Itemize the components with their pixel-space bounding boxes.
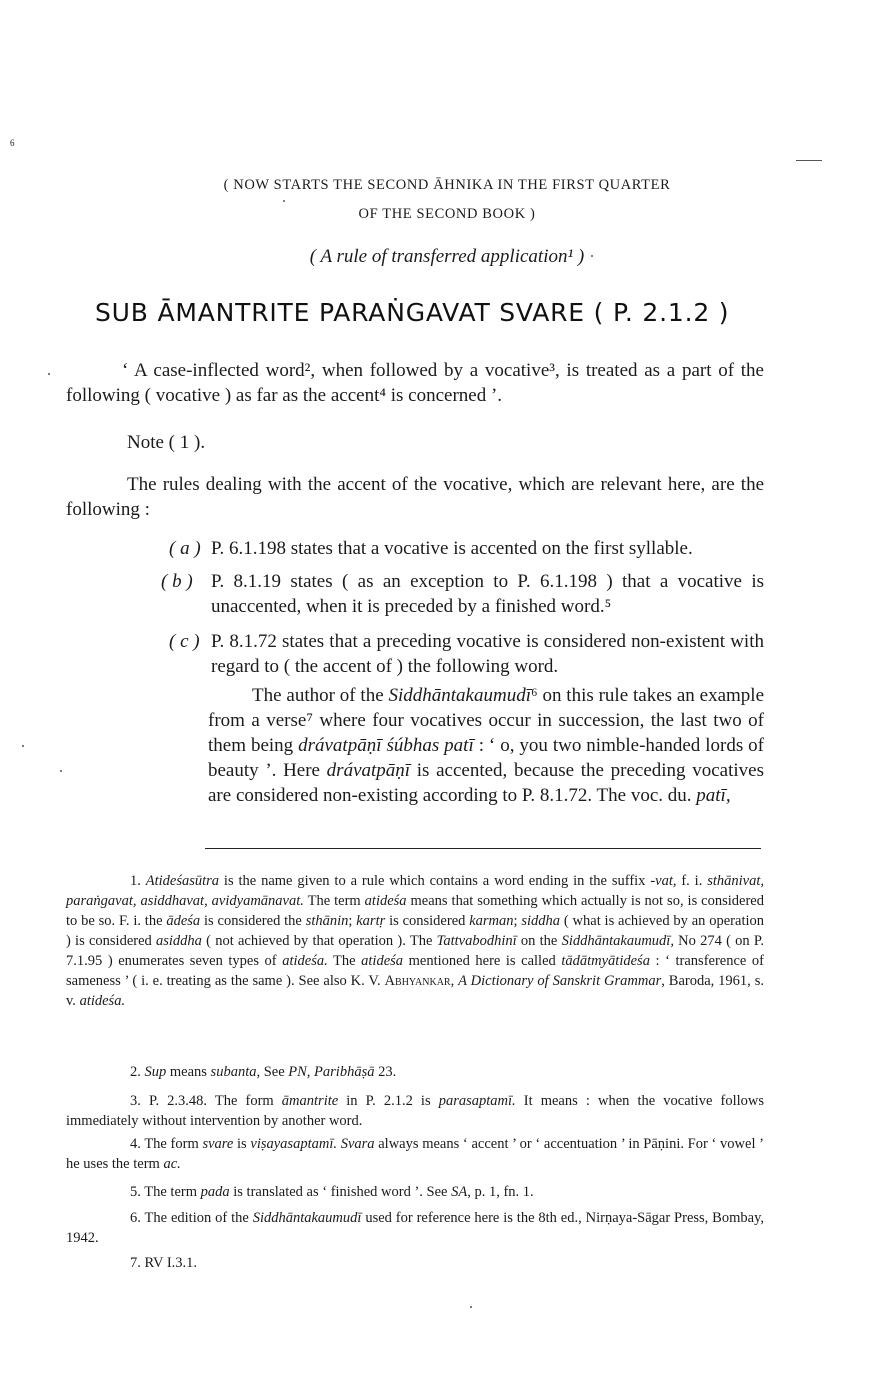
footnote-2: 2. Sup means subanta, See PN, Paribhāṣā 23. — [130, 1064, 397, 1080]
vocative-pati: patī, — [696, 785, 731, 806]
scan-speck — [470, 1306, 472, 1308]
translation-paragraph: ‘ A case-inflected word², when followed by a vocative³, is treated as a part of the following ( vocative ) as far as the accent⁴ is concerned ’. — [66, 360, 764, 406]
footnote-6: 6. The edition of the Siddhāntakaumudī used for reference here is the 8th ed., Nirṇaya-Sāgar Press, Bombay, 1942. — [66, 1210, 765, 1246]
footnote-1: 1. Atideśasūtra is the name given to a rule which contains a word ending in the suffix -vat, f. i. sthānivat, paraṅgavat, asiddhavat, avidyamānavat. The term atideśa means that something which actually is not so, is considered to be so. F. i. the ādeśa is considered the sthānin; kartṛ is considered karman; siddha ( what is achieved by an operation ) is considered asiddha ( not achieved by that operation ). The Tattvabodhinī on the Siddhāntakaumudī, No 274 ( on P. 7.1.95 ) enumerates seven types of atideśa. The atideśa mentioned here is called tādātmyātideśa : ‘ transference of sameness ’ ( i. e. treating as the same ). See also K. V. Abhyankar, A Dictionary of Sanskrit Grammar, Baroda, 1961, s. v. atideśa. — [66, 873, 765, 1009]
rule-title: SUB ĀMANTRITE PARAṄGAVAT SVARE ( P. 2.1.2 ) — [95, 298, 730, 327]
footnote-5: 5. The term pada is translated as ‘ finished word ’. See SA, p. 1, fn. 1. — [130, 1184, 534, 1200]
rule-label-a: ( a ) — [169, 538, 201, 559]
scan-speck — [60, 770, 62, 772]
scan-speck — [283, 200, 285, 202]
footnote-3: 3. P. 2.3.48. The form āmantrite in P. 2.1.2 is parasaptamī. It means : when the vocative follows immediately without intervention by another word. — [66, 1093, 764, 1129]
rule-item-b: P. 8.1.19 states ( as an exception to P. 6.1.198 ) that a vocative is unaccented, when it is preceded by a finished word.⁵ — [211, 571, 764, 617]
footnote-4: 4. The form svare is viṣayasaptamī. Svara always means ‘ accent ’ or ‘ accentuation ’ in Pāṇini. For ‘ vowel ’ he uses the term ac. — [66, 1136, 765, 1172]
work-title-siddhantakaumudi: Siddhāntakaumudī — [388, 685, 531, 706]
rule-subtitle: ( A rule of transferred application¹ ) — [309, 246, 585, 267]
commentary-paragraph: The author of the Siddhāntakaumudī⁶ on this rule takes an example from a verse⁷ where four vocatives occur in succession, the last two of them being drávatpāṇī śúbhas patī : ‘ o, you two nimble-handed lords of beauty ’. Here drávatpāṇī is accented, because the preceding vocatives are considered non-existing according to P. 8.1.72. The voc. du. patī, — [208, 685, 765, 806]
intro-paragraph: The rules dealing with the accent of the vocative, which are relevant here, are the following : — [66, 474, 764, 520]
rule-item-c: P. 8.1.72 states that a preceding vocative is considered non-existent with regard to ( the accent of ) the following word. — [211, 631, 764, 677]
scan-dash — [796, 160, 822, 161]
scan-speck — [48, 373, 50, 375]
note-label: Note ( 1 ). — [127, 432, 206, 453]
footnote-7: 7. RV I.3.1. — [130, 1255, 198, 1271]
rule-label-b: ( b ) — [161, 571, 193, 592]
rule-label-c: ( c ) — [169, 631, 200, 652]
quoted-vocatives: drávatpāṇī śúbhas patī — [298, 735, 474, 756]
section-header-line1: ( NOW STARTS THE SECOND ĀHNIKA IN THE FIRST QUARTER — [223, 177, 671, 193]
margin-mark: 6 — [10, 138, 15, 148]
section-header-line2: OF THE SECOND BOOK ) — [358, 206, 536, 222]
rule-item-a: P. 6.1.198 states that a vocative is accented on the first syllable. — [211, 538, 693, 559]
scan-speck — [22, 745, 24, 747]
footnote-separator — [205, 848, 761, 849]
vocative-dravatpani: drávatpāṇī — [326, 760, 411, 781]
